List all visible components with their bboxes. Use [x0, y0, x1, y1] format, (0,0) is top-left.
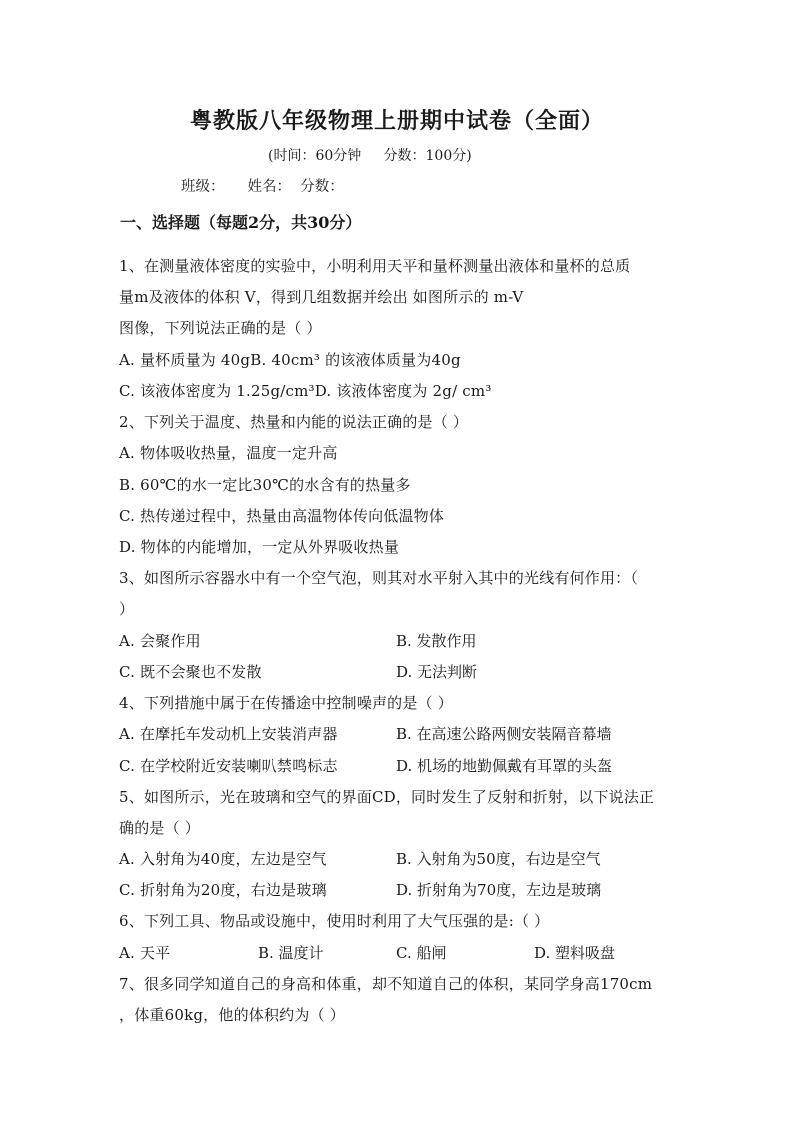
q3-option-d: D. 无法判断: [396, 663, 478, 681]
q5-option-a: A. 入射角为40度，左边是空气: [119, 850, 327, 868]
q3-stem-line1: 3、如图所示容器水中有一个空气泡，则其对水平射入其中的光线有何作用：（: [119, 569, 639, 587]
q1-stem-line3: 图像，下列说法正确的是（ ）: [119, 319, 322, 337]
q3-option-a: A. 会聚作用: [119, 632, 201, 650]
q6-stem: 6、下列工具、物品或设施中，使用时利用了大气压强的是:（ ）: [119, 912, 550, 930]
q7-stem-line2: ，体重60kg，他的体积约为（ ）: [119, 1006, 345, 1024]
q4-option-a: A. 在摩托车发动机上安装消声器: [119, 725, 338, 743]
q5-option-c: C. 折射角为20度，右边是玻璃: [119, 881, 327, 899]
q5-option-d: D. 折射角为70度，左边是玻璃: [396, 881, 602, 899]
q2-option-a: A. 物体吸收热量，温度一定升高: [119, 444, 338, 462]
q6-option-b: B. 温度计: [258, 944, 324, 962]
exam-title: 粤教版八年级物理上册期中试卷（全面）: [189, 108, 604, 134]
q4-option-b: B. 在高速公路两侧安装隔音幕墙: [396, 725, 612, 743]
q3-stem-line2: ）: [119, 600, 135, 618]
student-info-line: 班级： 姓名： 分数：: [181, 179, 344, 195]
q1-options-ab: A. 量杯质量为 40gB. 40cm³ 的该液体质量为40g: [119, 351, 461, 369]
q6-option-d: D. 塑料吸盘: [534, 944, 616, 962]
q7-stem-line1: 7、很多同学知道自己的身高和体重，却不知道自己的体积，某同学身高170cm: [119, 975, 653, 993]
exam-time-score: (时间：60分钟 分数：100分): [268, 148, 472, 164]
q1-options-cd: C. 该液体密度为 1.25g/cm³D. 该液体密度为 2g/ cm³: [119, 382, 492, 400]
q3-option-c: C. 既不会聚也不发散: [119, 663, 262, 681]
q5-stem-line1: 5、如图所示，光在玻璃和空气的界面CD，同时发生了反射和折射，以下说法正: [119, 788, 655, 806]
q5-stem-line2: 确的是（ ）: [119, 819, 200, 837]
q4-stem: 4、下列措施中属于在传播途中控制噪声的是（ ）: [119, 694, 453, 712]
q1-stem-line2: 量m及液体的体积 V，得到几组数据并绘出 如图所示的 m-V: [119, 288, 524, 306]
q2-option-c: C. 热传递过程中，热量由高温物体传向低温物体: [119, 507, 445, 525]
q6-option-a: A. 天平: [119, 944, 171, 962]
q3-option-b: B. 发散作用: [396, 632, 477, 650]
q2-option-d: D. 物体的内能增加，一定从外界吸收热量: [119, 538, 400, 556]
q5-option-b: B. 入射角为50度，右边是空气: [396, 850, 601, 868]
q1-stem-line1: 1、在测量液体密度的实验中，小明利用天平和量杯测量出液体和量杯的总质: [119, 257, 631, 275]
q2-option-b: B. 60℃的水一定比30℃的水含有的热量多: [119, 476, 411, 494]
q2-stem: 2、下列关于温度、热量和内能的说法正确的是（ ）: [119, 413, 469, 431]
q4-option-c: C. 在学校附近安装喇叭禁鸣标志: [119, 757, 338, 775]
section-heading-multiple-choice: 一、选择题（每题2分，共30分）: [120, 213, 362, 232]
q6-option-c: C. 船闸: [396, 944, 447, 962]
q4-option-d: D. 机场的地勤佩戴有耳罩的头盔: [396, 757, 613, 775]
